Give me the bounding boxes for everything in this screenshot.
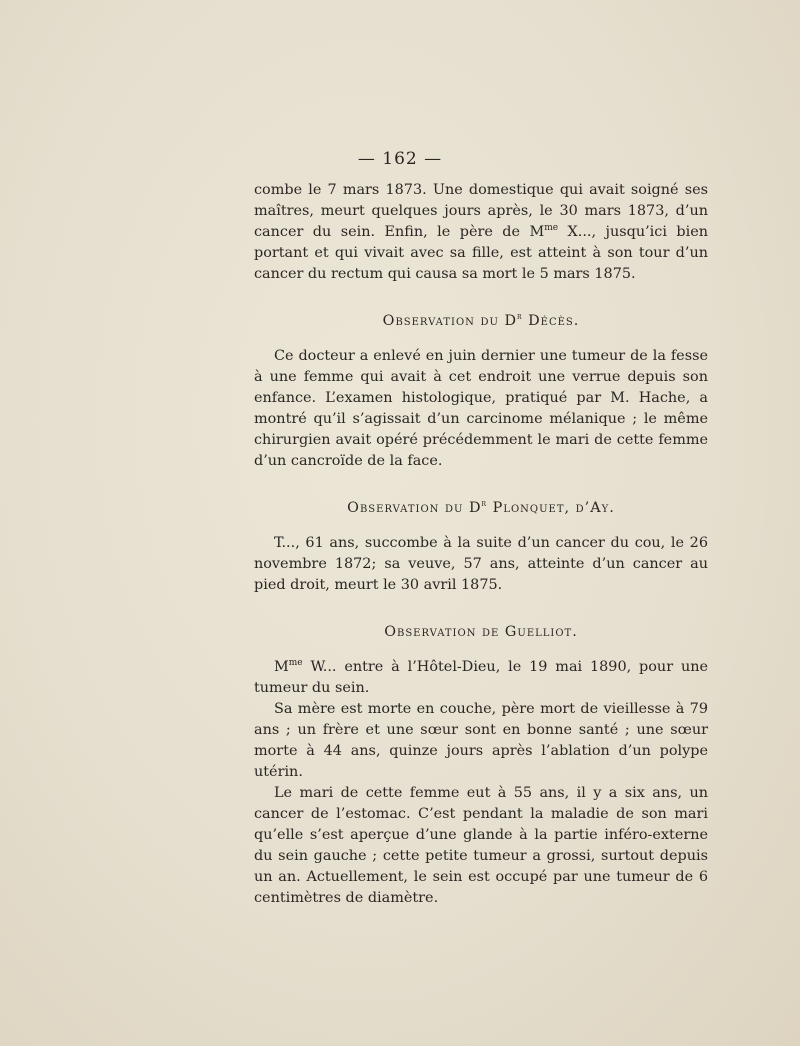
heading-observation-deces	[254, 311, 708, 332]
paragraph-6: Le mari de cette femme eut à 55 ans, il y a six ans, un cancer de l’estomac. C’est pendant la maladie de son mari qu’elle s’est aperçue d’une glande à la partie inféro-externe du sein gauche ; cette petite tumeur a grossi, surtout depuis un an. Actuellement, le sein est occupé par une tumeur de 6 centimètres de diamètre.	[254, 785, 708, 906]
paragraph-4-sup: me	[288, 658, 303, 669]
heading-observation-plonquet	[254, 498, 708, 519]
heading-2-part-b: Plonquet, d’Ay.	[487, 500, 615, 516]
paragraph-1-text: combe le 7 mars 1873. Une domestique qui avait soigné ses maîtres, meurt quelques jours après, le 30 mars 1873, d’un cancer du sein. Enfin, le père de M	[254, 182, 708, 240]
heading-observation-guelliot: Observation de Guelliot.	[384, 624, 578, 640]
heading-1-part-b: Décès.	[522, 313, 580, 329]
heading-1-sup: r	[517, 312, 523, 323]
body-text	[254, 180, 708, 909]
paragraph-4-part-a: M	[274, 659, 289, 675]
paragraph-5: Sa mère est morte en couche, père mort de vieillesse à 79 ans ; un frère et une sœur sont en bonne santé ; une sœur morte à 44 ans, quinze jours après l’ablation d’un polype utérin.	[254, 701, 708, 780]
paragraph-4	[254, 657, 708, 699]
heading-2-part-a: Observation du D	[347, 500, 482, 516]
paragraph-2: Ce docteur a enlevé en juin dernier une tumeur de la fesse à une femme qui avait à cet endroit une verrue depuis son enfance. L’examen histologique, pratiqué par M. Hache, a montré qu’il s’agissait d’un carcinome mélanique ; le même chirurgien avait opéré précédemment le mari de cette femme d’un cancroïde de la face.	[254, 348, 708, 469]
page-number: — 162 —	[357, 149, 443, 169]
paragraph-1-rest: X..., jusqu’ici bien portant et qui vivait avec sa fille, est atteint à son tour d’un cancer du rectum qui causa sa mort le 5 mars 1875.	[254, 224, 708, 282]
paragraph-4-part-b: W... entre à l’Hôtel-Dieu, le 19 mai 1890, pour une tumeur du sein.	[254, 659, 708, 696]
paragraph-1-sup: me	[544, 223, 559, 234]
heading-2-sup: r	[481, 499, 488, 510]
paragraph-1	[254, 180, 708, 285]
paragraph-3: T..., 61 ans, succombe à la suite d’un cancer du cou, le 26 novembre 1872; sa veuve, 57 ans, atteinte d’un cancer au pied droit, meurt le 30 avril 1875.	[254, 535, 708, 593]
heading-1-part-a: Observation du D	[382, 313, 518, 329]
